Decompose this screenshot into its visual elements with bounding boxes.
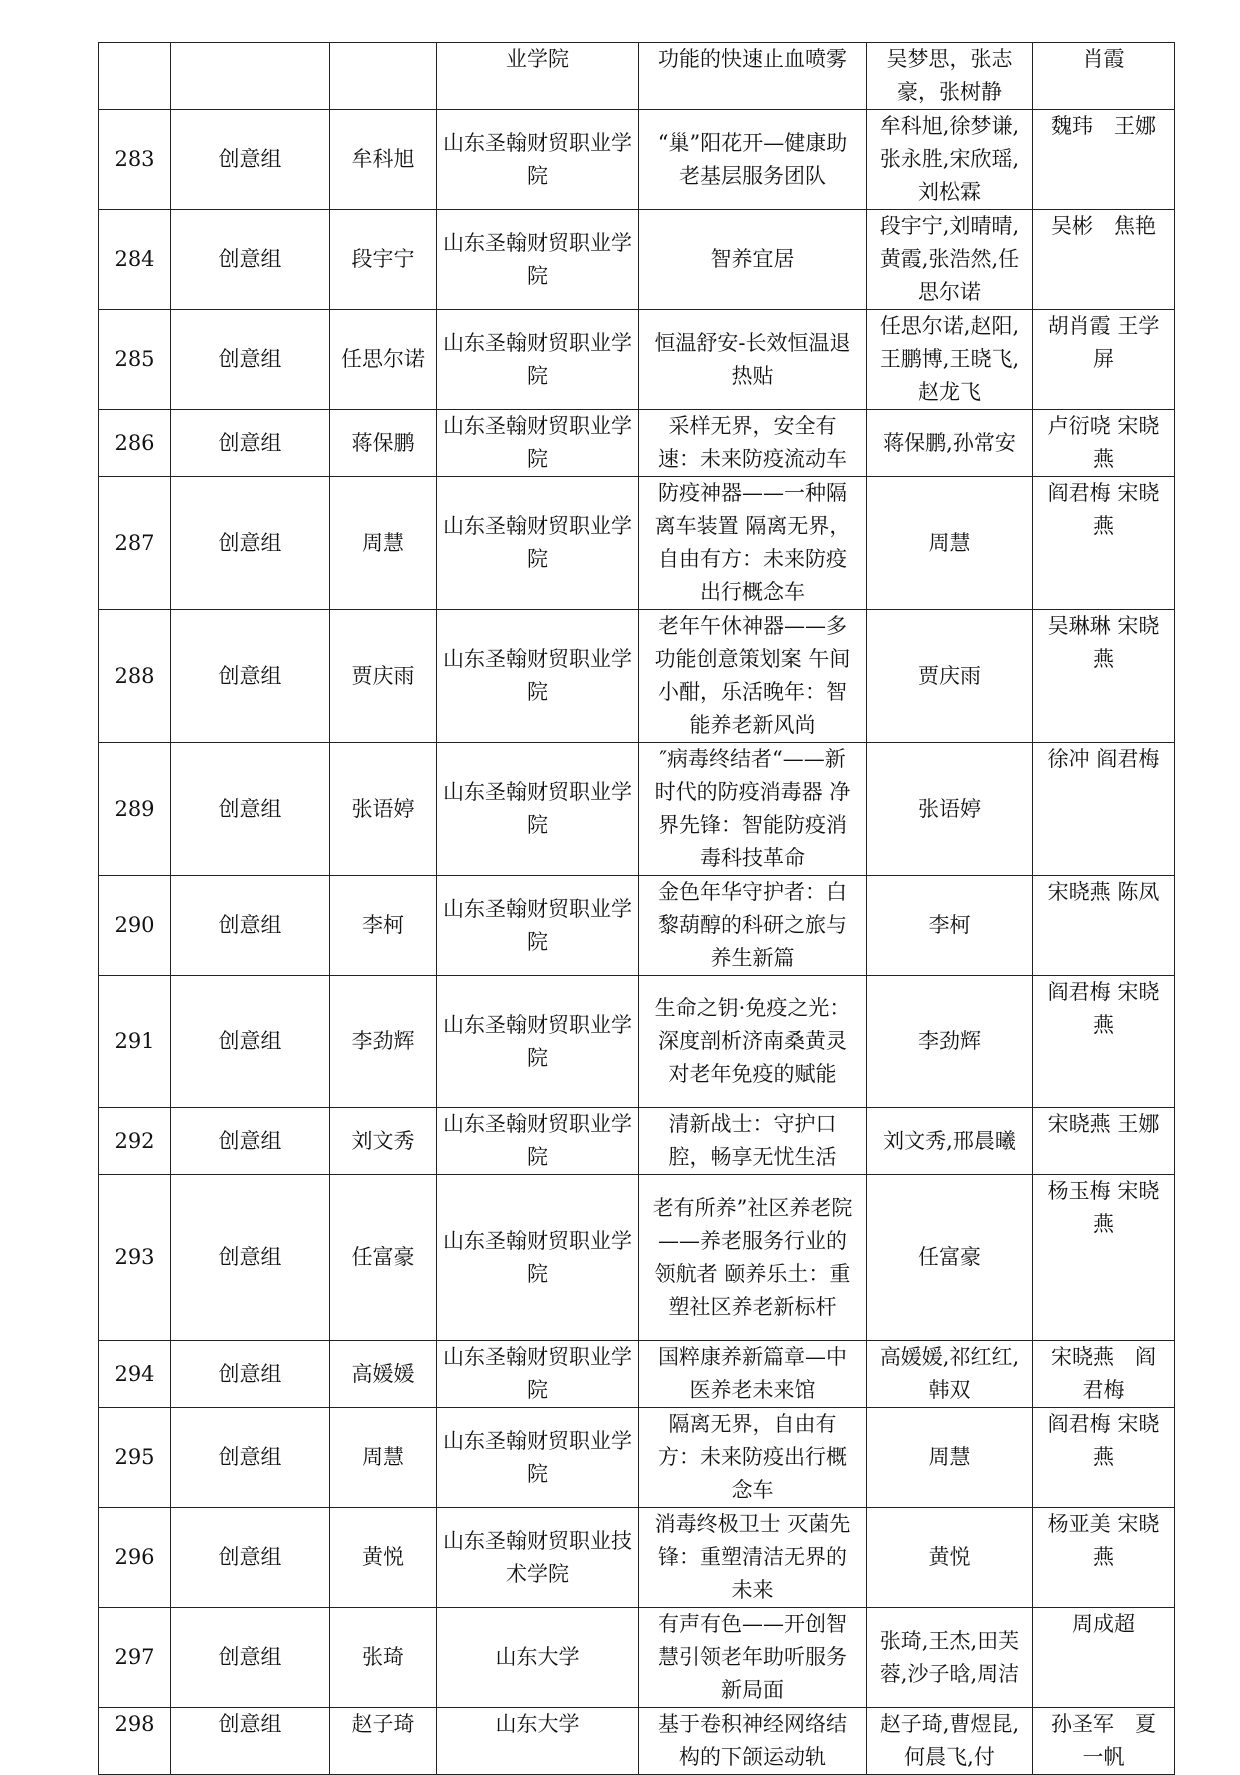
advisor-names: 徐冲 阎君梅 [1047,747,1160,771]
table-row [99,876,1175,976]
leader-cell [330,1508,437,1608]
member-names: 张语婷 [918,796,981,821]
advisor-names: 孙圣军 夏一帆 [1051,1712,1156,1769]
leader-name: 李劲辉 [351,1029,415,1053]
row-number-cell [99,1608,171,1708]
school-name: 山东圣翰财贸职业学院 [443,896,632,954]
advisor-names: 吴彬 焦艳 [1051,214,1156,238]
school-cell [437,1108,639,1175]
members-cell [867,976,1033,1108]
advisor-cell [1033,110,1175,210]
leader-name: 任思尔诺 [341,347,425,371]
table-row [99,1108,1175,1175]
project-name: 有声有色——开创智慧引领老年助听服务新局面 [658,1612,847,1702]
group-name: 创意组 [218,1361,282,1386]
leader-cell [330,110,437,210]
project-name: 国粹康养新篇章—中医养老未来馆 [658,1345,847,1402]
row-number-cell [99,110,171,210]
advisor-cell [1033,976,1175,1108]
leader-name: 赵子琦 [351,1712,415,1736]
leader-name: 黄悦 [362,1545,404,1569]
leader-cell [330,210,437,310]
group-cell [171,1408,330,1508]
leader-cell [330,310,437,410]
member-names: 赵子琦,曹煜昆,何晨飞,付 [879,1712,1020,1769]
advisor-cell [1033,1341,1175,1408]
group-cell [171,1108,330,1175]
members-cell [867,1508,1033,1608]
table-row [99,310,1175,410]
school-name: 山东圣翰财贸职业学院 [443,1345,632,1402]
advisor-cell [1033,1508,1175,1608]
group-cell [171,1708,330,1775]
leader-cell [330,876,437,976]
leader-name: 周慧 [362,530,404,555]
advisor-cell [1033,876,1175,976]
members-cell [867,743,1033,876]
leader-cell [330,1708,437,1775]
group-name: 创意组 [218,913,282,937]
project-cell [639,743,867,876]
school-name: 山东圣翰财贸职业学院 [443,414,632,471]
advisor-names: 宋晓燕 阎君梅 [1051,1345,1156,1402]
leader-cell [330,410,437,477]
row-no: 290 [114,913,155,937]
row-number-cell [99,610,171,743]
member-names: 蒋保鹏,孙常安 [883,430,1016,455]
project-name: 老年午休神器——多功能创意策划案 午间小酣，乐活晚年：智能养老新风尚 [654,614,851,737]
row-number-cell [99,1175,171,1341]
group-name: 创意组 [218,1128,282,1153]
table-row [99,1408,1175,1508]
member-names: 高媛媛,祁红红,韩双 [879,1345,1020,1402]
members-cell [867,1108,1033,1175]
table-row [99,976,1175,1108]
member-names: 张琦,王杰,田芙蓉,沙子晗,周洁 [879,1628,1020,1686]
members-cell [867,1408,1033,1508]
leader-name: 蒋保鹏 [351,430,415,455]
project-name: 智养宜居 [710,247,795,271]
advisor-cell [1033,310,1175,410]
members-cell [867,43,1033,110]
project-cell [639,1408,867,1508]
project-cell [639,976,867,1108]
group-name: 创意组 [218,1245,282,1269]
school-name: 山东圣翰财贸职业学院 [443,1428,632,1486]
project-name: 生命之钥·免疫之光：深度剖析济南桑黄灵对老年免疫的赋能 [654,996,851,1086]
members-cell [867,1608,1033,1708]
leader-cell [330,976,437,1108]
row-number-cell [99,1708,171,1775]
school-cell [437,976,639,1108]
row-no: 287 [114,530,155,555]
project-name: 老有所养”社区养老院——养老服务行业的领航者 颐养乐土：重塑社区养老新标杆 [652,1195,853,1319]
group-cell [171,210,330,310]
row-no: 288 [114,663,155,688]
members-cell [867,410,1033,477]
project-cell [639,1108,867,1175]
school-name: 山东大学 [495,1645,580,1669]
group-cell [171,1508,330,1608]
group-name: 创意组 [218,796,282,821]
project-cell [639,876,867,976]
table-row [99,110,1175,210]
leader-cell [330,1341,437,1408]
group-name: 创意组 [218,1645,282,1669]
row-number-cell [99,310,171,410]
leader-name: 张琦 [362,1645,404,1669]
project-name: 功能的快速止血喷雾 [658,47,847,71]
row-no: 283 [114,147,155,171]
school-name: 山东圣翰财贸职业学院 [443,1012,632,1070]
table-row [99,1175,1175,1341]
row-number-cell [99,1108,171,1175]
leader-cell [330,1408,437,1508]
advisor-cell [1033,43,1175,110]
school-cell [437,310,639,410]
project-name: 基于卷积神经网络结构的下颌运动轨 [658,1712,847,1769]
member-names: 黄悦 [928,1545,971,1569]
school-cell [437,743,639,876]
leader-name: 张语婷 [351,796,415,821]
members-cell [867,1341,1033,1408]
row-no: 284 [114,247,155,271]
school-cell [437,610,639,743]
member-names: 周慧 [928,1445,971,1469]
advisor-names: 杨玉梅 宋晓燕 [1047,1179,1160,1236]
school-cell [437,43,639,110]
advisor-cell [1033,610,1175,743]
advisor-names: 吴琳琳 宋晓燕 [1047,614,1160,671]
advisor-names: 阎君梅 宋晓燕 [1047,481,1160,538]
row-number-cell [99,43,171,110]
advisor-cell [1033,1175,1175,1341]
table-row [99,1508,1175,1608]
project-cell [639,1708,867,1775]
project-cell [639,610,867,743]
group-name: 创意组 [218,1445,282,1469]
group-cell [171,976,330,1108]
group-cell [171,477,330,610]
project-cell [639,1175,867,1341]
group-name: 创意组 [218,147,282,171]
project-cell [639,1608,867,1708]
advisor-cell [1033,1608,1175,1708]
table-row [99,1341,1175,1408]
table-row [99,1708,1175,1775]
leader-name: 牟科旭 [351,147,415,171]
row-number-cell [99,410,171,477]
advisor-cell [1033,1108,1175,1175]
table-row [99,477,1175,610]
school-name: 山东圣翰财贸职业学院 [443,230,632,288]
advisor-names: 杨亚美 宋晓燕 [1047,1512,1160,1569]
award-list-table [98,42,1175,1775]
members-cell [867,210,1033,310]
advisor-names: 阎君梅 宋晓燕 [1047,980,1160,1037]
advisor-names: 阎君梅 宋晓燕 [1047,1412,1160,1469]
project-cell [639,43,867,110]
table-row [99,210,1175,310]
row-no: 297 [114,1645,155,1669]
leader-name: 任富豪 [351,1245,415,1269]
row-no: 292 [114,1128,155,1153]
leader-name: 刘文秀 [351,1128,415,1153]
row-number-cell [99,477,171,610]
advisor-cell [1033,1408,1175,1508]
group-cell [171,110,330,210]
advisor-cell [1033,1708,1175,1775]
members-cell [867,110,1033,210]
group-name: 创意组 [218,247,282,271]
school-cell [437,410,639,477]
row-number-cell [99,1508,171,1608]
group-name: 创意组 [218,347,282,371]
group-cell [171,310,330,410]
school-cell [437,876,639,976]
group-name: 创意组 [218,1712,282,1736]
members-cell [867,477,1033,610]
group-cell [171,1608,330,1708]
row-number-cell [99,210,171,310]
leader-cell [330,1108,437,1175]
members-cell [867,610,1033,743]
project-cell [639,110,867,210]
member-names: 任富豪 [918,1245,981,1269]
school-cell [437,1341,639,1408]
row-no: 295 [114,1445,155,1469]
table-body [99,43,1175,1775]
row-no: 291 [114,1029,155,1053]
row-no: 298 [114,1712,155,1736]
leader-cell [330,743,437,876]
row-no: 286 [114,430,155,455]
school-name: 山东圣翰财贸职业学院 [443,1228,632,1286]
project-name: 清新战士：守护口腔，畅享无忧生活 [668,1112,837,1169]
project-name: 金色年华守护者：白黎葫醇的科研之旅与养生新篇 [658,880,847,970]
member-names: 牟科旭,徐梦谦,张永胜,宋欣瑶,刘松霖 [879,114,1020,204]
advisor-names: 魏玮 王娜 [1051,114,1156,138]
school-name: 山东圣翰财贸职业学院 [443,780,632,837]
members-cell [867,876,1033,976]
members-cell [867,310,1033,410]
school-cell [437,1175,639,1341]
member-names: 李劲辉 [918,1029,981,1053]
row-no: 296 [114,1545,155,1569]
table-row [99,43,1175,110]
member-names: 吴梦思，张志豪，张树静 [886,47,1013,104]
leader-cell [330,1608,437,1708]
row-no: 285 [114,347,155,371]
leader-name: 李柯 [362,913,404,937]
table-row [99,410,1175,477]
member-names: 贾庆雨 [918,663,981,688]
group-cell [171,43,330,110]
project-cell [639,210,867,310]
advisor-cell [1033,743,1175,876]
group-cell [171,610,330,743]
advisor-names: 宋晓燕 陈凤 [1047,880,1160,904]
row-number-cell [99,1341,171,1408]
leader-name: 高媛媛 [351,1361,415,1386]
school-name: 山东圣翰财贸职业学院 [443,1112,632,1169]
project-name: 消毒终极卫士 灭菌先锋：重塑清洁无界的未来 [654,1512,851,1602]
group-cell [171,1175,330,1341]
table-row [99,1608,1175,1708]
member-names: 任思尔诺,赵阳,王鹏博,王晓飞,赵龙飞 [879,314,1020,404]
advisor-names: 周成超 [1072,1612,1135,1636]
school-name: 山东大学 [495,1712,580,1736]
project-name: 采样无界，安全有速：未来防疫流动车 [658,414,847,471]
group-name: 创意组 [218,530,282,555]
group-cell [171,410,330,477]
school-cell [437,1708,639,1775]
leader-cell [330,477,437,610]
advisor-cell [1033,477,1175,610]
project-name: ″病毒终结者“——新时代的防疫消毒器 净界先锋：智能防疫消毒科技革命 [654,747,851,870]
table-row [99,743,1175,876]
group-name: 创意组 [218,1029,282,1053]
group-cell [171,876,330,976]
school-cell [437,1608,639,1708]
project-cell [639,477,867,610]
row-number-cell [99,1408,171,1508]
school-cell [437,1408,639,1508]
advisor-names: 卢衍哓 宋晓燕 [1047,414,1160,471]
school-cell [437,110,639,210]
project-cell [639,410,867,477]
member-names: 刘文秀,邢晨曦 [883,1128,1016,1153]
row-no: 294 [114,1361,155,1386]
group-cell [171,1341,330,1408]
members-cell [867,1175,1033,1341]
school-name: 山东圣翰财贸职业学院 [443,330,632,388]
group-name: 创意组 [218,663,282,688]
advisor-names: 宋晓燕 王娜 [1047,1112,1160,1136]
member-names: 段宇宁,刘晴晴,黄霞,张浩然,任思尔诺 [879,214,1020,304]
group-name: 创意组 [218,1545,282,1569]
table-row [99,610,1175,743]
leader-cell [330,1175,437,1341]
row-no: 293 [114,1245,155,1269]
school-name: 业学院 [506,47,569,71]
school-cell [437,477,639,610]
advisor-names: 胡肖霞 王学屏 [1047,314,1160,371]
advisor-cell [1033,410,1175,477]
group-name: 创意组 [218,430,282,455]
project-cell [639,1508,867,1608]
project-name: 恒温舒安-长效恒温退热贴 [654,330,851,388]
members-cell [867,1708,1033,1775]
project-name: 防疫神器——一种隔离车装置 隔离无界，自由有方：未来防疫出行概念车 [654,481,851,604]
school-name: 山东圣翰财贸职业学院 [443,514,632,571]
school-name: 山东圣翰财贸职业学院 [443,647,632,704]
member-names: 周慧 [928,530,971,555]
school-name: 山东圣翰财贸职业学院 [443,130,632,188]
row-number-cell [99,743,171,876]
project-name: “巢”阳花开—健康助老基层服务团队 [657,130,848,188]
advisor-names: 肖霞 [1082,47,1125,71]
leader-name: 段宇宁 [351,247,415,271]
row-number-cell [99,976,171,1108]
school-name: 山东圣翰财贸职业技术学院 [443,1528,632,1586]
advisor-cell [1033,210,1175,310]
leader-cell [330,43,437,110]
project-cell [639,310,867,410]
leader-name: 贾庆雨 [351,663,415,688]
group-cell [171,743,330,876]
leader-name: 周慧 [362,1445,404,1469]
school-cell [437,1508,639,1608]
project-cell [639,1341,867,1408]
row-no: 289 [114,796,155,821]
member-names: 李柯 [928,913,971,937]
project-name: 隔离无界，自由有方：未来防疫出行概念车 [658,1412,847,1502]
row-number-cell [99,876,171,976]
leader-cell [330,610,437,743]
school-cell [437,210,639,310]
